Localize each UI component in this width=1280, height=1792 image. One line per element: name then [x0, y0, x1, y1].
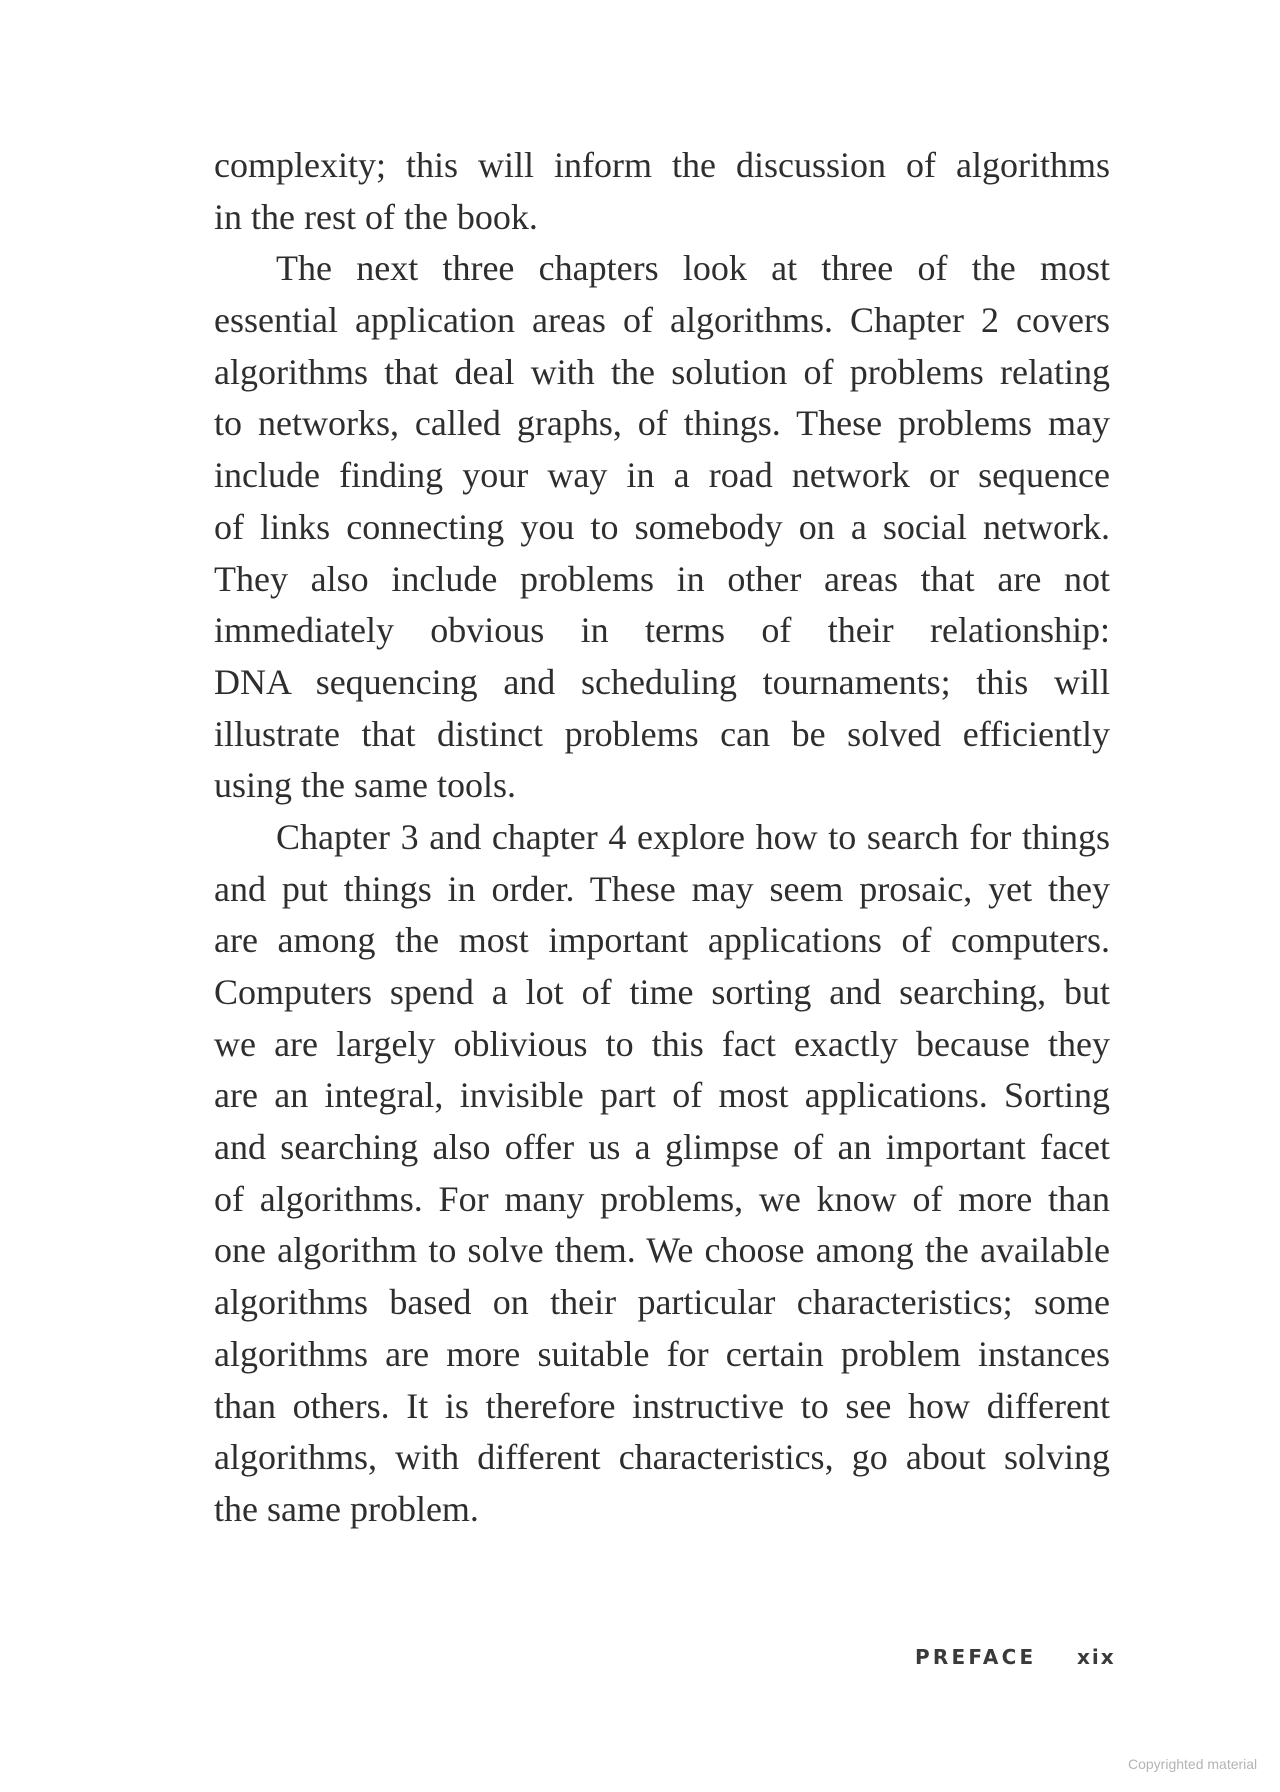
section-title: PREFACE: [915, 1645, 1037, 1669]
text-line: using the same tools.: [214, 765, 516, 806]
text-line: algorithms based on their particular characteristics; some: [214, 1282, 1110, 1323]
text-line: than others. It is therefore instructive to see how different: [214, 1385, 1110, 1426]
paragraph-graphs: [214, 243, 1110, 812]
text-line: of links connecting you to somebody on a social network.: [214, 506, 1110, 547]
text-line: are among the most important applications of computers.: [214, 920, 1110, 961]
paragraph-sorting-searching: [214, 812, 1110, 1536]
text-line: They also include problems in other areas that are not: [214, 558, 1110, 599]
copyright-watermark: Copyrighted material: [1128, 1756, 1258, 1772]
text-line: Computers spend a lot of time sorting and searching, but: [214, 972, 1110, 1012]
text-line: illustrate that distinct problems can be solved efficiently: [214, 713, 1110, 754]
text-line: to networks, called graphs, of things. These problems may: [214, 403, 1110, 444]
text-line: and searching also offer us a glimpse of an important facet: [214, 1127, 1110, 1168]
text-line: in the rest of the book.: [214, 196, 538, 237]
text-line: and put things in order. These may seem prosaic, yet they: [214, 868, 1110, 909]
text-line: complexity; this will inform the discussion of algorithms: [214, 145, 1110, 185]
text-line: Chapter 3 and chapter 4 explore how to search for things: [276, 816, 1110, 857]
text-line: immediately obvious in terms of their relationship:: [214, 610, 1110, 651]
text-line: of algorithms. For many problems, we know of more than: [214, 1178, 1110, 1219]
text-line: algorithms are more suitable for certain problem instances: [214, 1333, 1110, 1374]
text-line: algorithms, with different characteristics, go about solving: [214, 1437, 1110, 1478]
text-line: we are largely oblivious to this fact exactly because they: [214, 1023, 1110, 1064]
text-line: The next three chapters look at three of the most: [276, 248, 1110, 289]
text-line: include finding your way in a road network or sequence: [214, 455, 1110, 496]
text-line: one algorithm to solve them. We choose among the available: [214, 1230, 1110, 1271]
text-line: algorithms that deal with the solution of problems relating: [214, 351, 1110, 392]
page-number: xix: [1077, 1645, 1116, 1669]
body-text: [214, 140, 1110, 1536]
text-line: essential application areas of algorithms. Chapter 2 covers: [214, 300, 1110, 341]
text-line: are an integral, invisible part of most applications. Sorting: [214, 1075, 1110, 1116]
text-line: the same problem.: [214, 1488, 479, 1529]
paragraph-continuation: [214, 140, 1110, 243]
text-line: DNA sequencing and scheduling tournaments; this will: [214, 661, 1110, 702]
